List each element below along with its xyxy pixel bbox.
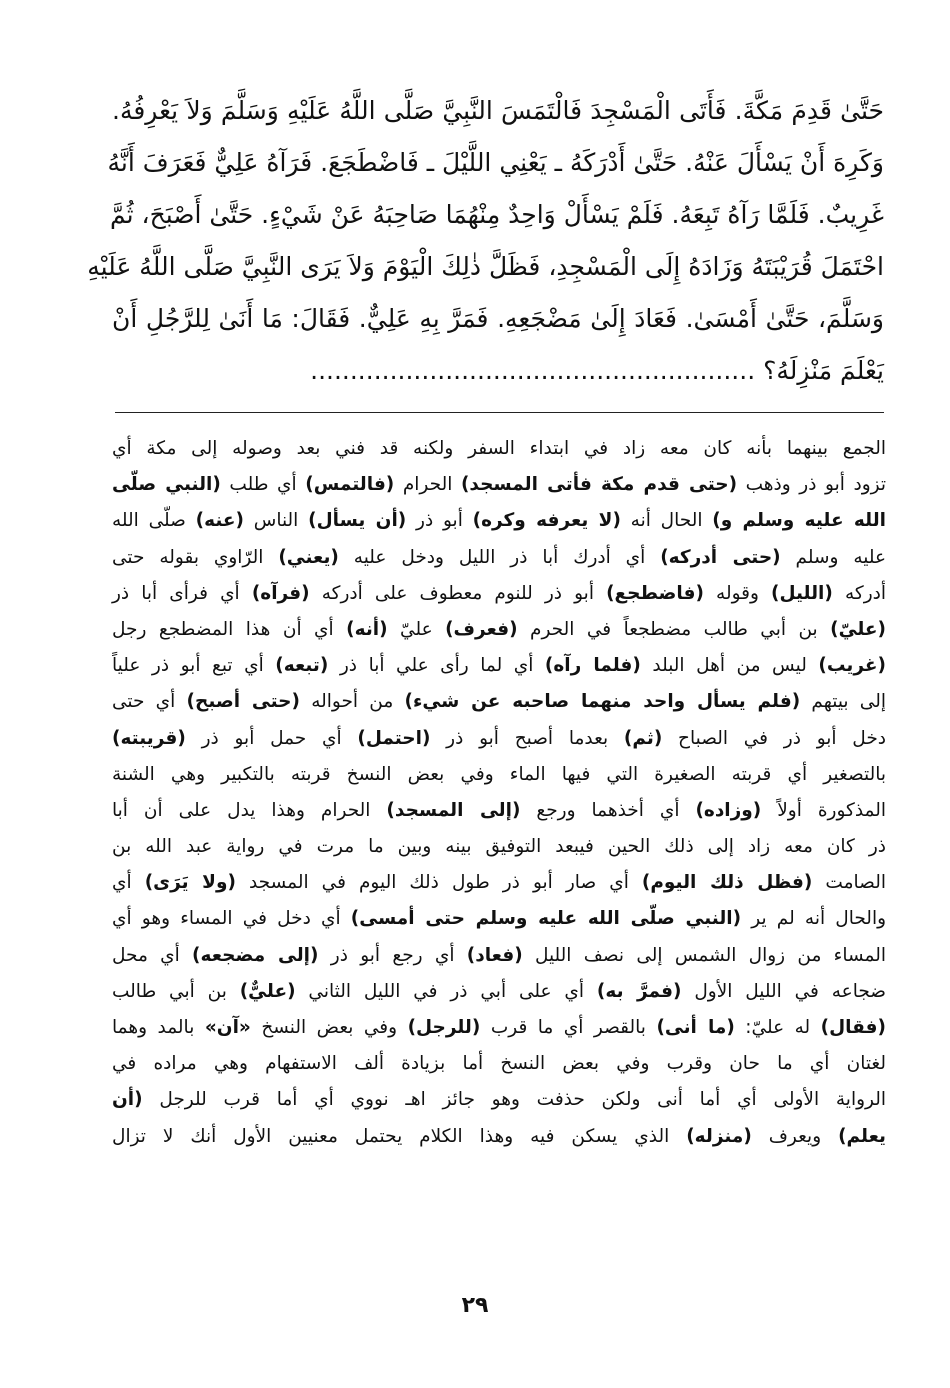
quoted-hadith-phrase: (إلى مضجعه): [192, 944, 319, 966]
quoted-hadith-phrase: (حتى أصبح): [186, 691, 300, 713]
commentary-phrase: بالقصر أي ما قرب: [480, 1017, 657, 1038]
commentary-phrase: أي حتى: [112, 691, 187, 713]
commentary-line: [112, 1119, 886, 1155]
quoted-hadith-phrase: (لا يعرفه وكره): [472, 510, 621, 532]
commentary-phrase: تزود أبو ذر وذهب: [737, 474, 887, 496]
commentary-line: [112, 865, 886, 901]
commentary-line: [112, 540, 886, 576]
commentary-phrase: أي دخل في المساء وهو أي: [112, 908, 351, 930]
quoted-hadith-phrase: (ولا يَرَى): [144, 872, 236, 894]
commentary-phrase: أي محل: [112, 944, 193, 966]
commentary-phrase: الناس: [243, 510, 309, 532]
quoted-hadith-phrase: (قريبته): [112, 727, 186, 749]
quoted-hadith-phrase: (الليل): [771, 582, 833, 604]
quoted-hadith-phrase: (فعرف): [445, 618, 518, 640]
quoted-hadith-phrase: (فلم يسأل واحد منهما صاحبه عن شيء): [404, 691, 801, 713]
commentary-phrase: بن أبي طالب: [112, 980, 240, 1002]
commentary-line: [112, 684, 886, 720]
quoted-hadith-phrase: (للرجل): [407, 1017, 481, 1038]
quoted-hadith-phrase: (حتى أدركه): [660, 546, 781, 568]
quoted-hadith-phrase: (فظل ذلك اليوم): [641, 872, 813, 894]
commentary-phrase: بن أبي طالب مضطجعاً في الحرم: [517, 618, 831, 640]
quoted-hadith-phrase: (عليّ): [830, 618, 886, 640]
quoted-hadith-phrase: (أنه): [346, 618, 388, 640]
quoted-hadith-phrase: (فرآه): [251, 582, 310, 604]
page-number: ٢٩: [461, 1293, 489, 1318]
commentary-line: [112, 793, 886, 829]
commentary-phrase: الحال أنه: [620, 510, 713, 532]
hadith-line: حَتَّىٰ قَدِمَ مَكَّةَ. فَأَتَى الْمَسْجِدَ فَالْتَمَسَ النَّبِيَّ صَلَّى اللَّهُ عَلَيْهِ وَسَلَّمَ وَلاَ يَعْرِفُهُ.: [112, 96, 884, 125]
commentary-phrase: الرّاوي بقوله حتى: [112, 546, 279, 568]
commentary-phrase: الحرام: [394, 474, 461, 496]
commentary-phrase: أي: [112, 872, 145, 894]
commentary-phrase: أي رجع أبو ذر: [318, 944, 467, 966]
quoted-hadith-phrase: (فقال): [820, 1017, 886, 1038]
quoted-hadith-phrase: (النبي صلّى الله عليه وسلم حتى أمسى): [350, 908, 742, 930]
footnote-divider: [115, 412, 884, 413]
quoted-hadith-phrase: (غريب): [818, 655, 886, 677]
commentary-line: [112, 938, 886, 974]
hadith-line: وَكَرِهَ أَنْ يَسْأَلَ عَنْهُ. حَتَّىٰ أَدْرَكَهُ ـ يَعْنِي اللَّيْلَ ـ فَاضْطَجَعَ. فَرَآهُ عَلِيٌّ فَعَرَفَ أَنَّهُ: [107, 148, 884, 177]
commentary-phrase: أي حمل أبو ذر: [185, 727, 358, 749]
commentary-line: [112, 467, 886, 503]
commentary-phrase: الحرام وهذا يدل على أن أبا: [112, 799, 387, 821]
commentary-phrase: أي طلب: [220, 474, 306, 496]
commentary-phrase: وقوله: [703, 582, 772, 604]
commentary-phrase: أي أدرك أبا ذر الليل ودخل عليه: [338, 546, 661, 568]
commentary-phrase: بعدما أصبح أبو ذر: [430, 727, 624, 749]
commentary-phrase: أي أخذهما ورجع: [520, 799, 696, 821]
quoted-hadith-phrase: يعلم): [838, 1125, 886, 1147]
commentary-phrase: عليه وسلم: [780, 546, 886, 568]
quoted-hadith-phrase: (أن يسأل): [308, 510, 407, 532]
commentary-phrase: المساء من زوال الشمس إلى نصف الليل: [522, 944, 886, 966]
commentary-phrase: أي لما رأى علي أبا ذر: [328, 655, 545, 677]
commentary-line: [112, 503, 886, 539]
quoted-hadith-phrase: (احتمل): [357, 727, 431, 749]
quoted-hadith-phrase: (عليٌّ): [239, 980, 296, 1002]
quoted-hadith-phrase: «آن»: [204, 1017, 251, 1038]
quoted-hadith-phrase: (إلى المسجد): [386, 799, 521, 821]
commentary-phrase: إلى بيتهم: [800, 691, 886, 713]
commentary-line: [112, 431, 886, 467]
commentary-phrase: أبو ذر: [406, 510, 473, 532]
commentary-phrase: عليّ: [387, 618, 446, 640]
hadith-line: يَعْلَمَ مَنْزِلَهُ؟ ........................................................: [310, 356, 884, 385]
commentary-line: [112, 1046, 886, 1082]
quoted-hadith-phrase: (فعاد): [466, 944, 523, 966]
commentary-phrase: بالتصغير أي قربته الصغيرة التي فيها الماء وفي بعض النسخ قربته بالتكبير وهي الشنة: [112, 763, 886, 785]
hadith-line: وَسَلَّمَ، حَتَّىٰ أَمْسَىٰ. فَعَادَ إِلَىٰ مَضْجَعِهِ. فَمَرَّ بِهِ عَلِيٌّ. فَقَالَ: مَا أَنَىٰ لِلرَّجُلِ أَنْ: [112, 304, 884, 333]
commentary-line: [112, 829, 886, 865]
quoted-hadith-phrase: (فمرَّ به): [596, 980, 682, 1002]
commentary-text: [112, 431, 886, 1155]
commentary-phrase: أي على أبي ذر في الليل الثاني: [295, 980, 597, 1002]
commentary-phrase: ليس من أهل البلد: [640, 655, 819, 677]
commentary-line: [112, 974, 886, 1010]
commentary-line: [112, 757, 886, 793]
quoted-hadith-phrase: (فاضطجع): [606, 582, 704, 604]
quoted-hadith-phrase: الله عليه وسلم و): [712, 510, 886, 532]
quoted-hadith-phrase: (فالتمس): [305, 474, 395, 496]
commentary-phrase: له عليّ:: [734, 1017, 821, 1038]
quoted-hadith-phrase: (يعني): [278, 546, 339, 568]
commentary-phrase: أي تبع أبو ذر علياً: [112, 655, 276, 677]
commentary-phrase: دخل أبو ذر في الصباح: [662, 727, 886, 749]
commentary-phrase: أدركه: [832, 582, 887, 604]
commentary-phrase: أبو ذر للنوم معطوف على أدركه: [309, 582, 607, 604]
commentary-phrase: الرواية الأولى أي أما أنى ولكن حذفت وهو جائز اهـ نووي أي أما قرب للرجل: [142, 1089, 886, 1111]
commentary-line: [112, 1010, 886, 1046]
commentary-phrase: وفي بعض النسخ: [250, 1017, 408, 1038]
commentary-phrase: أي صار أبو ذر طول ذلك اليوم في المسجد: [235, 872, 642, 894]
quoted-hadith-phrase: (النبي صلّى: [112, 474, 221, 496]
quoted-hadith-phrase: (وزاده): [695, 799, 762, 821]
commentary-phrase: الجمع بينهما بأنه كان معه زاد في ابتداء السفر ولكنه قد فني بعد وصوله إلى مكة أي: [112, 438, 886, 459]
commentary-phrase: ذر كان معه زاد إلى ذلك الحين فيبعد التوفيق بينه وبين ما مرت في رواية عبد الله بن: [112, 836, 886, 858]
commentary-phrase: الصامت: [812, 872, 886, 894]
commentary-line: [112, 612, 886, 648]
quoted-hadith-phrase: (منزله): [686, 1125, 752, 1147]
commentary-phrase: بالمد وهما: [112, 1017, 205, 1038]
hadith-line: احْتَمَلَ قُرَيْبَتَهُ وَزَادَهُ إِلَى الْمَسْجِدِ، فَظَلَّ ذٰلِكَ الْيَوْمَ وَلاَ يَرَى النَّبِيَّ صَلَّى اللَّهُ عَلَيْهِ: [87, 252, 884, 281]
commentary-phrase: والحال أنه لم ير: [741, 908, 887, 930]
commentary-line: [112, 901, 886, 937]
commentary-phrase: من أحواله: [299, 691, 405, 713]
commentary-phrase: صلّى الله: [112, 510, 196, 532]
commentary-line: [112, 1082, 886, 1118]
commentary-line: [112, 576, 886, 612]
commentary-phrase: ضجاعه في الليل الأول: [681, 980, 887, 1002]
commentary-phrase: المذكورة أولاً: [761, 799, 887, 821]
commentary-phrase: الذي يسكن فيه وهذا الكلام يحتمل معنيين الأول أنك لا تزال: [112, 1125, 687, 1147]
commentary-phrase: أي فرأى أبا ذر: [112, 582, 252, 604]
quoted-hadith-phrase: (ثم): [623, 727, 663, 749]
hadith-line: غَرِيبٌ. فَلَمَّا رَآهُ تَبِعَهُ. فَلَمْ يَسْأَلْ وَاحِدٌ مِنْهُمَا صَاحِبَهُ عَنْ شَيْءٍ. حَتَّىٰ أَصْبَحَ، ثُمَّ: [109, 200, 884, 229]
quoted-hadith-phrase: (ما أنى): [656, 1017, 735, 1038]
commentary-phrase: ويعرف: [751, 1125, 839, 1147]
quoted-hadith-phrase: (عنه): [195, 510, 244, 532]
hadith-text: [87, 85, 884, 397]
quoted-hadith-phrase: (فلما رآه): [544, 655, 641, 677]
commentary-phrase: أي أن هذا المضطجع رجل: [112, 618, 347, 640]
quoted-hadith-phrase: (حتى قدم مكة فأتى المسجد): [460, 474, 738, 496]
commentary-phrase: لغتان أي ما حان وقرب وفي بعض النسخ أما بزيادة ألف الاستفهام وهي مراده في: [112, 1053, 886, 1075]
commentary-line: [112, 721, 886, 757]
quoted-hadith-phrase: (أن: [112, 1089, 143, 1111]
commentary-line: [112, 648, 886, 684]
quoted-hadith-phrase: (تبعه): [275, 655, 329, 677]
